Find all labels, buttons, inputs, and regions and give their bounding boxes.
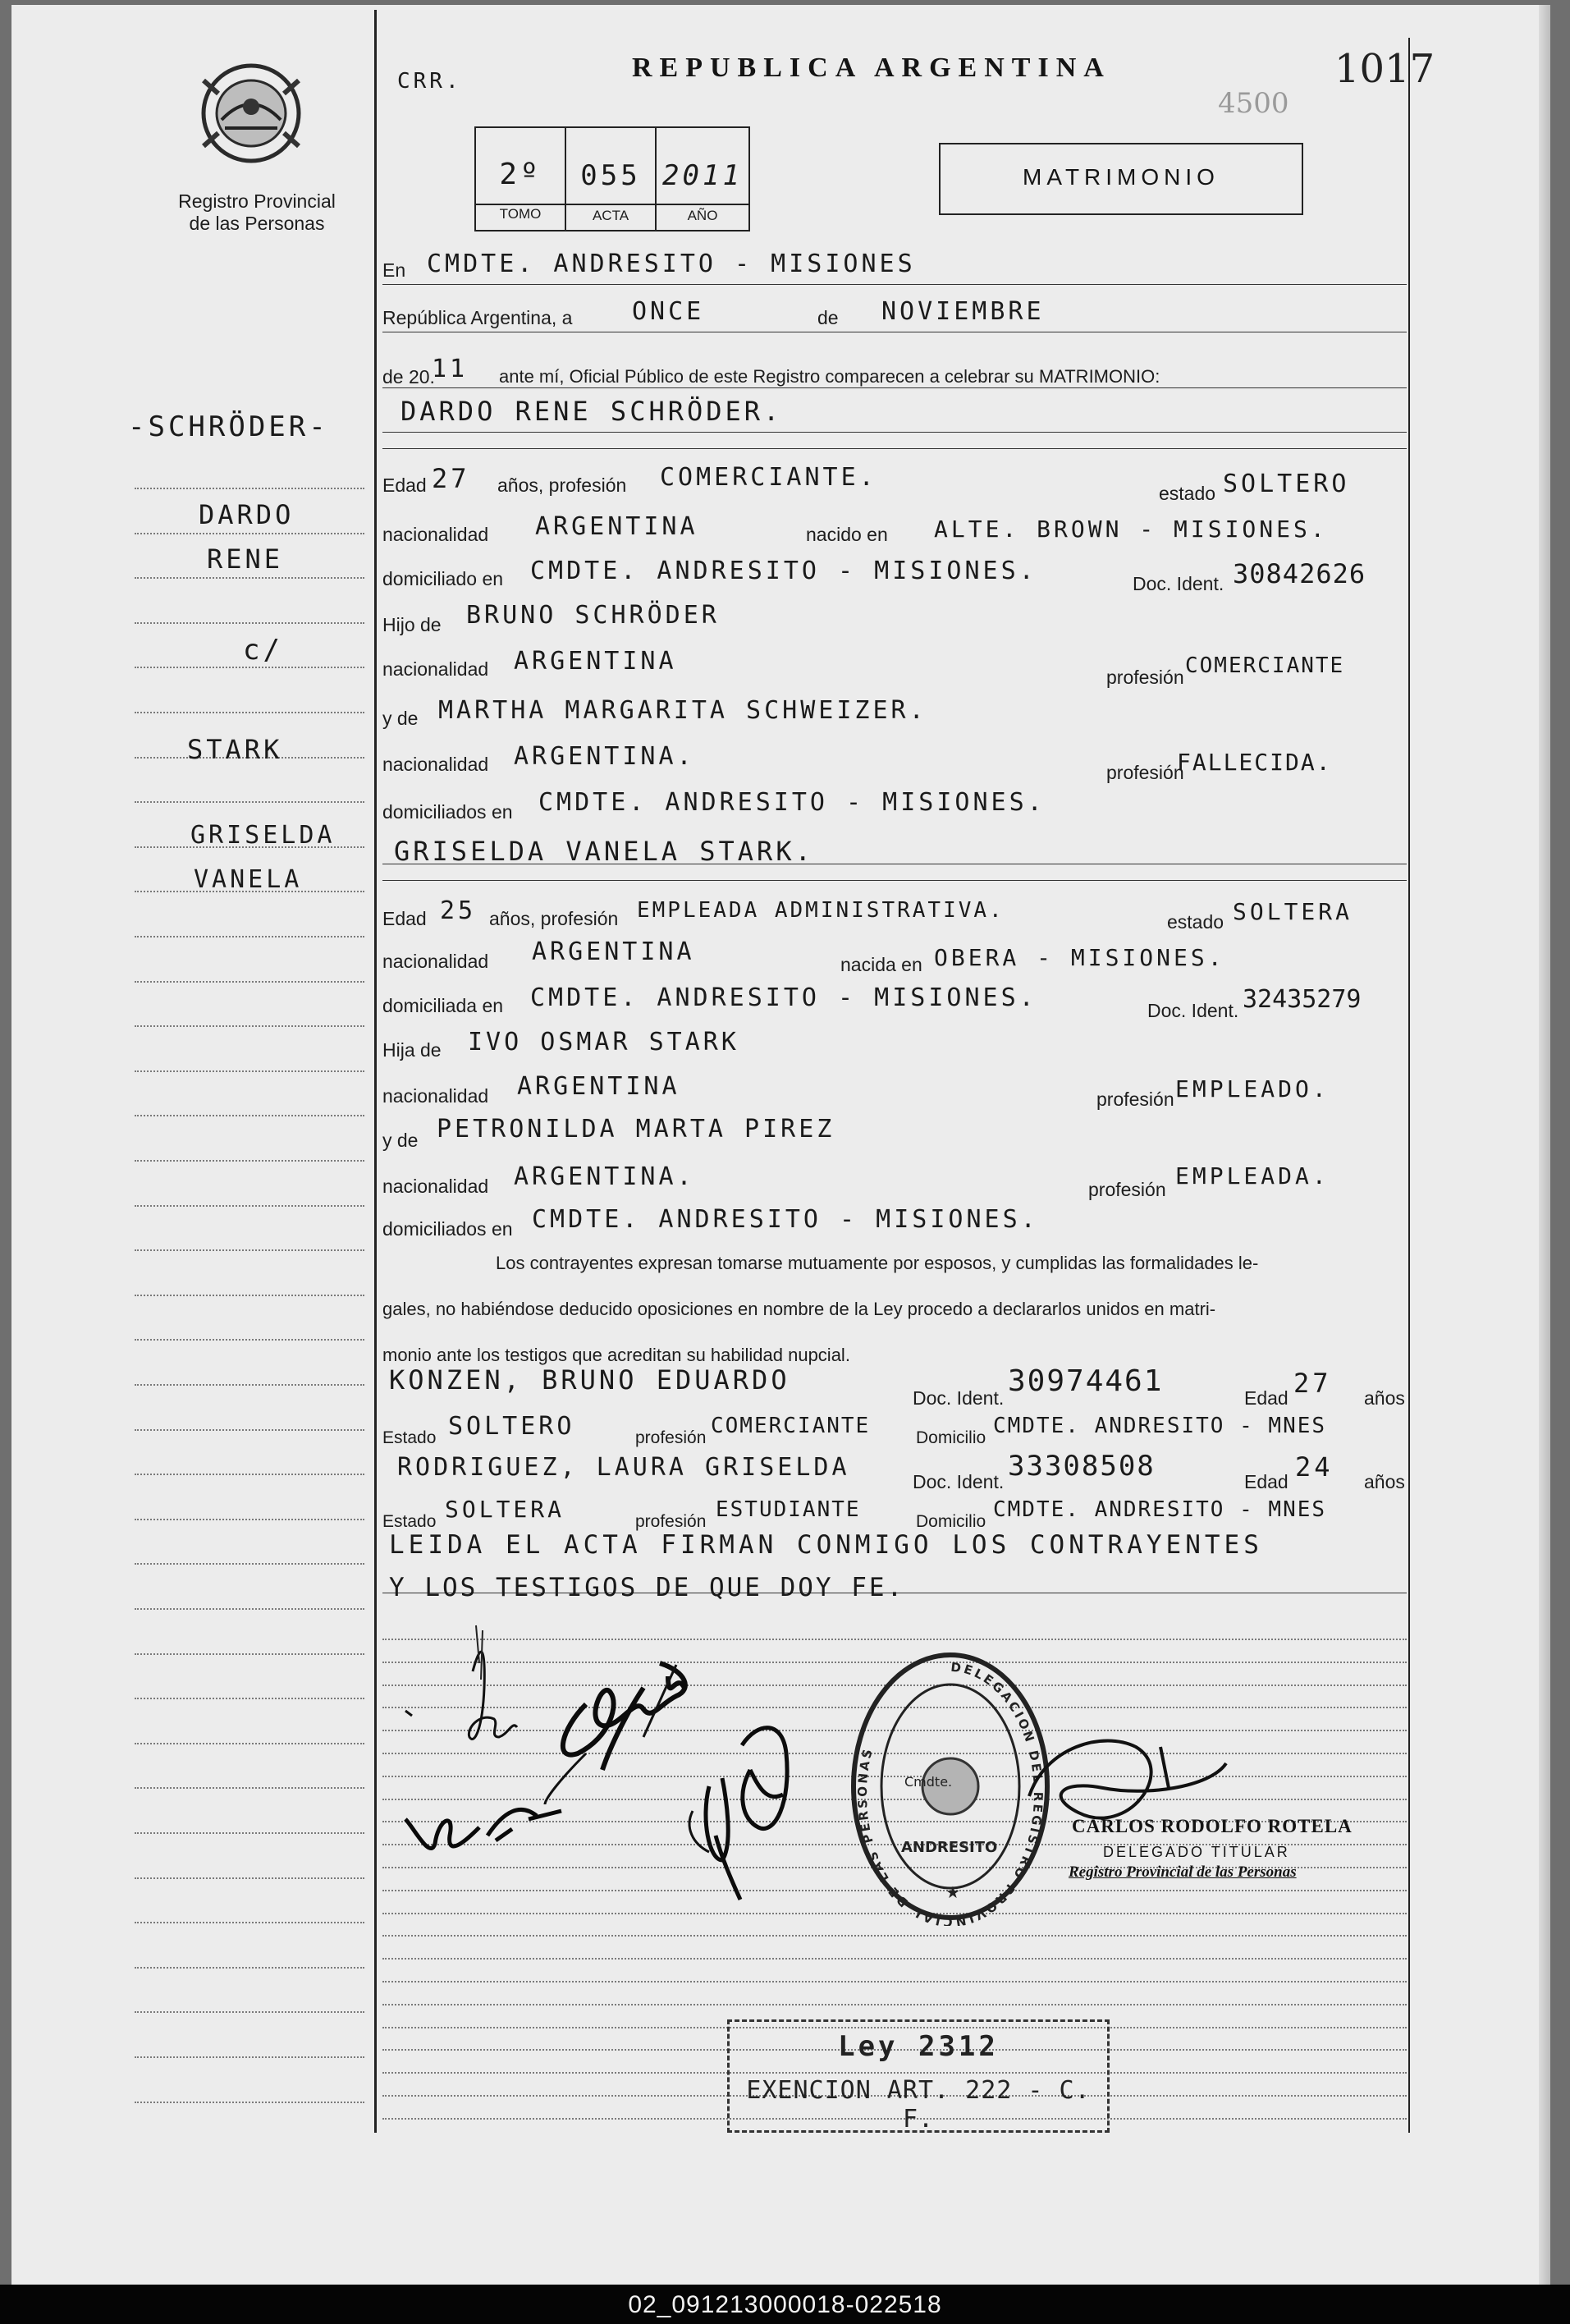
- margin-rule: [135, 1249, 364, 1251]
- signature-group-icon: [397, 1614, 857, 1909]
- acta-value: 055: [580, 159, 641, 192]
- w2-age: 24: [1295, 1451, 1334, 1483]
- margin-rule: [135, 981, 364, 983]
- groom-estado-label: estado: [1159, 483, 1216, 504]
- w1-doc: 30974461: [1008, 1364, 1164, 1398]
- paragraph-line-3: monio ante los testigos que acreditan su habilidad nupcial.: [382, 1345, 850, 1365]
- ano-value: 2011: [662, 159, 743, 192]
- provincial-seal-icon: [185, 48, 317, 171]
- tomo-value: 2º: [499, 158, 542, 191]
- signature-rule: [382, 2004, 1407, 2005]
- left-margin-line: [374, 10, 377, 2133]
- bride-domicile: CMDTE. ANDRESITO - MISIONES.: [530, 983, 1037, 1012]
- bf-prof-label: profesión: [1096, 1089, 1174, 1110]
- margin-rule: [135, 1608, 364, 1610]
- appearance-text: ante mí, Oficial Público de este Registro comparecen a celebrar su MATRIMONIO:: [499, 366, 1160, 387]
- w1-dom-label: Domicilio: [916, 1428, 986, 1447]
- w1-age: 27: [1293, 1368, 1332, 1399]
- w1-estado-label: Estado: [382, 1428, 437, 1447]
- w2-dom-label: Domicilio: [916, 1512, 986, 1531]
- gf-prof-label: profesión: [1106, 667, 1184, 688]
- folio-number: 1017: [1334, 46, 1435, 92]
- w1-age-label: Edad: [1244, 1387, 1288, 1409]
- groom-profession: COMERCIANTE.: [660, 463, 877, 492]
- signature-rule: [382, 1958, 1407, 1960]
- bride-age-suffix: años, profesión: [489, 908, 619, 929]
- bm-profession: EMPLEADA.: [1175, 1162, 1330, 1190]
- bm-prof-label: profesión: [1088, 1179, 1166, 1200]
- margin-rule: [135, 1205, 364, 1207]
- law-exemption-stamp: [727, 2019, 1110, 2133]
- bride-estado: SOLTERA: [1233, 898, 1353, 925]
- margin-rule: [135, 1519, 364, 1520]
- margin-rule: [135, 1160, 364, 1162]
- margin-rule: [135, 1070, 364, 1072]
- month-value: NOVIEMBRE: [881, 297, 1045, 326]
- w2-age-suffix: años: [1364, 1471, 1405, 1492]
- margin-rule: [135, 1563, 364, 1565]
- initials: CRR.: [397, 69, 462, 94]
- bf-nac-label: nacionalidad: [382, 1085, 489, 1107]
- groom-dom-label: domiciliado en: [382, 568, 504, 589]
- scan-filename: 02_091213000018-022518: [628, 2291, 942, 2318]
- g-parents-dom-label: domiciliados en: [382, 801, 513, 823]
- gf-profession: COMERCIANTE: [1185, 653, 1345, 678]
- stamp-center-1: Cmdte.: [904, 1774, 953, 1790]
- groom-estado: SOLTERO: [1223, 470, 1350, 498]
- official-name: CARLOS RODOLFO ROTELA: [1072, 1816, 1353, 1836]
- gm-nationality: ARGENTINA.: [514, 742, 695, 771]
- law-stamp-line-1: Ley 2312: [838, 2030, 999, 2063]
- groom-nac-label: nacionalidad: [382, 524, 489, 545]
- margin-rule: [135, 1877, 364, 1879]
- margin-rule: [135, 1474, 364, 1475]
- bm-nationality: ARGENTINA.: [514, 1162, 695, 1191]
- gm-profession: FALLECIDA.: [1177, 749, 1332, 776]
- margin-rule: [135, 2056, 364, 2058]
- w2-doc: 33308508: [1008, 1450, 1156, 1483]
- body-rule: [382, 284, 1407, 285]
- official-office: Registro Provincial de las Personas: [1069, 1863, 1297, 1881]
- stamp-center-2: ANDRESITO: [901, 1839, 998, 1856]
- margin-rule: [135, 577, 364, 579]
- margin-rule: [135, 1922, 364, 1923]
- gm-prof-label: profesión: [1106, 762, 1184, 783]
- w2-estado-label: Estado: [382, 1512, 437, 1531]
- bride-estado-label: estado: [1167, 911, 1224, 933]
- margin-rule: [135, 1653, 364, 1655]
- w2-domicile: CMDTE. ANDRESITO - MNES: [993, 1497, 1327, 1522]
- bride-age-label: Edad: [382, 908, 427, 929]
- bride-nac-label: nacionalidad: [382, 951, 489, 972]
- folio-faint: 4500: [1218, 87, 1289, 120]
- signature-rule: [382, 1935, 1407, 1937]
- witness-1-name: KONZEN, BRUNO EDUARDO: [389, 1364, 790, 1396]
- groom-domicile: CMDTE. ANDRESITO - MISIONES.: [530, 557, 1037, 585]
- margin-rule: [135, 936, 364, 937]
- country-title: REPUBLICA ARGENTINA: [632, 53, 1111, 83]
- registry-line-1: Registro Provincial: [178, 190, 336, 212]
- body-rule: [382, 387, 1407, 388]
- law-stamp-line-2: EXENCION ART. 222 - C. F.: [746, 2076, 1091, 2134]
- margin-rule: [135, 1115, 364, 1116]
- bride-birthplace: OBERA - MISIONES.: [934, 944, 1225, 971]
- bf-profession: EMPLEADO.: [1175, 1075, 1330, 1102]
- signature-rule: [382, 1981, 1407, 1983]
- stamp-ring-text: DELEGACION DEL REGISTRO PROVINCIAL DE LAS PERSONAS: [854, 1659, 1046, 1926]
- body-rule: [382, 432, 1407, 433]
- margin-rule: [135, 1832, 364, 1834]
- bride-mother: PETRONILDA MARTA PIREZ: [437, 1115, 835, 1144]
- bride-mother-label: y de: [382, 1130, 419, 1151]
- margin-rule: [135, 801, 364, 803]
- margin-rule: [135, 488, 364, 489]
- margin-name-1: DARDO: [199, 499, 295, 530]
- bride-doc: 32435279: [1243, 985, 1362, 1014]
- svg-text:★: ★: [945, 1882, 960, 1902]
- gf-nac-label: nacionalidad: [382, 658, 489, 680]
- margin-surname: -SCHRÖDER-: [128, 410, 329, 443]
- margin-rule: [135, 1384, 364, 1386]
- groom-name: DARDO RENE SCHRÖDER.: [401, 396, 783, 427]
- margin-rule: [135, 1429, 364, 1431]
- w2-age-label: Edad: [1244, 1471, 1288, 1492]
- w1-age-suffix: años: [1364, 1387, 1405, 1409]
- margin-rule: [135, 1787, 364, 1789]
- margin-rule: [135, 667, 364, 668]
- bride-born-label: nacida en: [840, 954, 922, 975]
- margin-rule: [135, 1967, 364, 1969]
- body-rule: [382, 880, 1407, 881]
- year-prefix: de 20.: [382, 366, 435, 387]
- record-number-box: [474, 126, 750, 231]
- margin-rule: [135, 1339, 364, 1341]
- record-type-box: [939, 143, 1303, 215]
- paragraph-line-1: Los contrayentes expresan tomarse mutuamente por esposos, y cumplidas las formalidades le-: [496, 1253, 1259, 1273]
- groom-age-suffix: años, profesión: [497, 474, 627, 496]
- margin-name-4: VANELA: [194, 865, 303, 894]
- bm-nac-label: nacionalidad: [382, 1176, 489, 1197]
- margin-rule: [135, 533, 364, 534]
- body-rule: [382, 448, 1407, 449]
- margin-rule: [135, 1743, 364, 1744]
- gm-nac-label: nacionalidad: [382, 754, 489, 775]
- bride-age: 25: [440, 896, 477, 925]
- groom-mother: MARTHA MARGARITA SCHWEIZER.: [438, 696, 927, 725]
- tomo-label: TOMO: [499, 206, 542, 222]
- year-value: 11: [432, 355, 469, 383]
- margin-name-3: GRISELDA: [190, 821, 336, 850]
- w1-doc-label: Doc. Ident.: [913, 1387, 1005, 1409]
- margin-rule: [135, 1698, 364, 1699]
- en-label: En: [382, 259, 406, 281]
- witness-2-name: RODRIGUEZ, LAURA GRISELDA: [397, 1453, 850, 1482]
- paragraph-line-2: gales, no habiéndose deducido oposiciones en nombre de la Ley procedo a declararlos unidos en matri-: [382, 1299, 1216, 1319]
- w1-profession: COMERCIANTE: [711, 1414, 871, 1438]
- groom-doc-label: Doc. Ident.: [1133, 573, 1224, 594]
- groom-father-label: Hijo de: [382, 614, 442, 635]
- b-parents-dom-label: domiciliados en: [382, 1218, 513, 1240]
- margin-rule: [135, 1025, 364, 1027]
- day-value: ONCE: [632, 297, 705, 326]
- closing-line-1: LEIDA EL ACTA FIRMAN CONMIGO LOS CONTRAYENTES: [389, 1530, 1263, 1560]
- w2-prof-label: profesión: [635, 1512, 707, 1531]
- de-label: de: [817, 307, 839, 328]
- groom-mother-label: y de: [382, 708, 419, 729]
- bf-nationality: ARGENTINA: [517, 1072, 680, 1101]
- margin-rule: [135, 622, 364, 624]
- right-margin-line: [1408, 38, 1410, 2133]
- groom-nationality: ARGENTINA: [535, 512, 698, 541]
- margin-conjunction: c/: [243, 634, 283, 667]
- margin-rule: [135, 1295, 364, 1296]
- document-page: [11, 5, 1550, 2289]
- record-type: MATRIMONIO: [1023, 164, 1220, 190]
- groom-doc: 30842626: [1233, 558, 1366, 589]
- groom-father: BRUNO SCHRÖDER: [466, 601, 720, 630]
- margin-rule: [135, 2102, 364, 2103]
- bride-name: GRISELDA VANELA STARK.: [394, 836, 814, 867]
- bride-dom-label: domiciliada en: [382, 995, 504, 1016]
- ano-label: AÑO: [687, 208, 718, 223]
- margin-rule: [135, 712, 364, 713]
- groom-age: 27: [432, 463, 470, 494]
- w2-profession: ESTUDIANTE: [716, 1497, 861, 1522]
- bride-doc-label: Doc. Ident.: [1147, 1000, 1239, 1021]
- w1-estado: SOLTERO: [448, 1412, 575, 1441]
- groom-birthplace: ALTE. BROWN - MISIONES.: [934, 516, 1328, 543]
- closing-line-2: Y LOS TESTIGOS DE QUE DOY FE.: [389, 1573, 905, 1602]
- margin-name-2: RENE: [207, 543, 284, 575]
- republica-label: República Argentina, a: [382, 307, 573, 328]
- filename-bar: [0, 2285, 1570, 2324]
- groom-born-label: nacido en: [806, 524, 888, 545]
- acta-label: ACTA: [592, 208, 629, 223]
- groom-age-label: Edad: [382, 474, 427, 496]
- place-value: CMDTE. ANDRESITO - MISIONES: [427, 250, 916, 278]
- bride-father: IVO OSMAR STARK: [468, 1028, 739, 1057]
- bride-profession: EMPLEADA ADMINISTRATIVA.: [637, 898, 1005, 923]
- gf-nationality: ARGENTINA: [514, 647, 677, 676]
- g-parents-domicile: CMDTE. ANDRESITO - MISIONES.: [538, 788, 1046, 817]
- margin-rule: [135, 2011, 364, 2013]
- b-parents-domicile: CMDTE. ANDRESITO - MISIONES.: [532, 1205, 1039, 1234]
- bride-nationality: ARGENTINA: [532, 937, 695, 966]
- w2-estado: SOLTERA: [445, 1496, 565, 1523]
- margin-surname-2: STARK: [187, 734, 283, 765]
- w2-doc-label: Doc. Ident.: [913, 1471, 1005, 1492]
- registry-line-2: de las Personas: [189, 213, 325, 234]
- official-title: DELEGADO TITULAR: [1103, 1844, 1290, 1860]
- bride-father-label: Hija de: [382, 1039, 442, 1061]
- w1-prof-label: profesión: [635, 1428, 707, 1447]
- w1-domicile: CMDTE. ANDRESITO - MNES: [993, 1414, 1327, 1438]
